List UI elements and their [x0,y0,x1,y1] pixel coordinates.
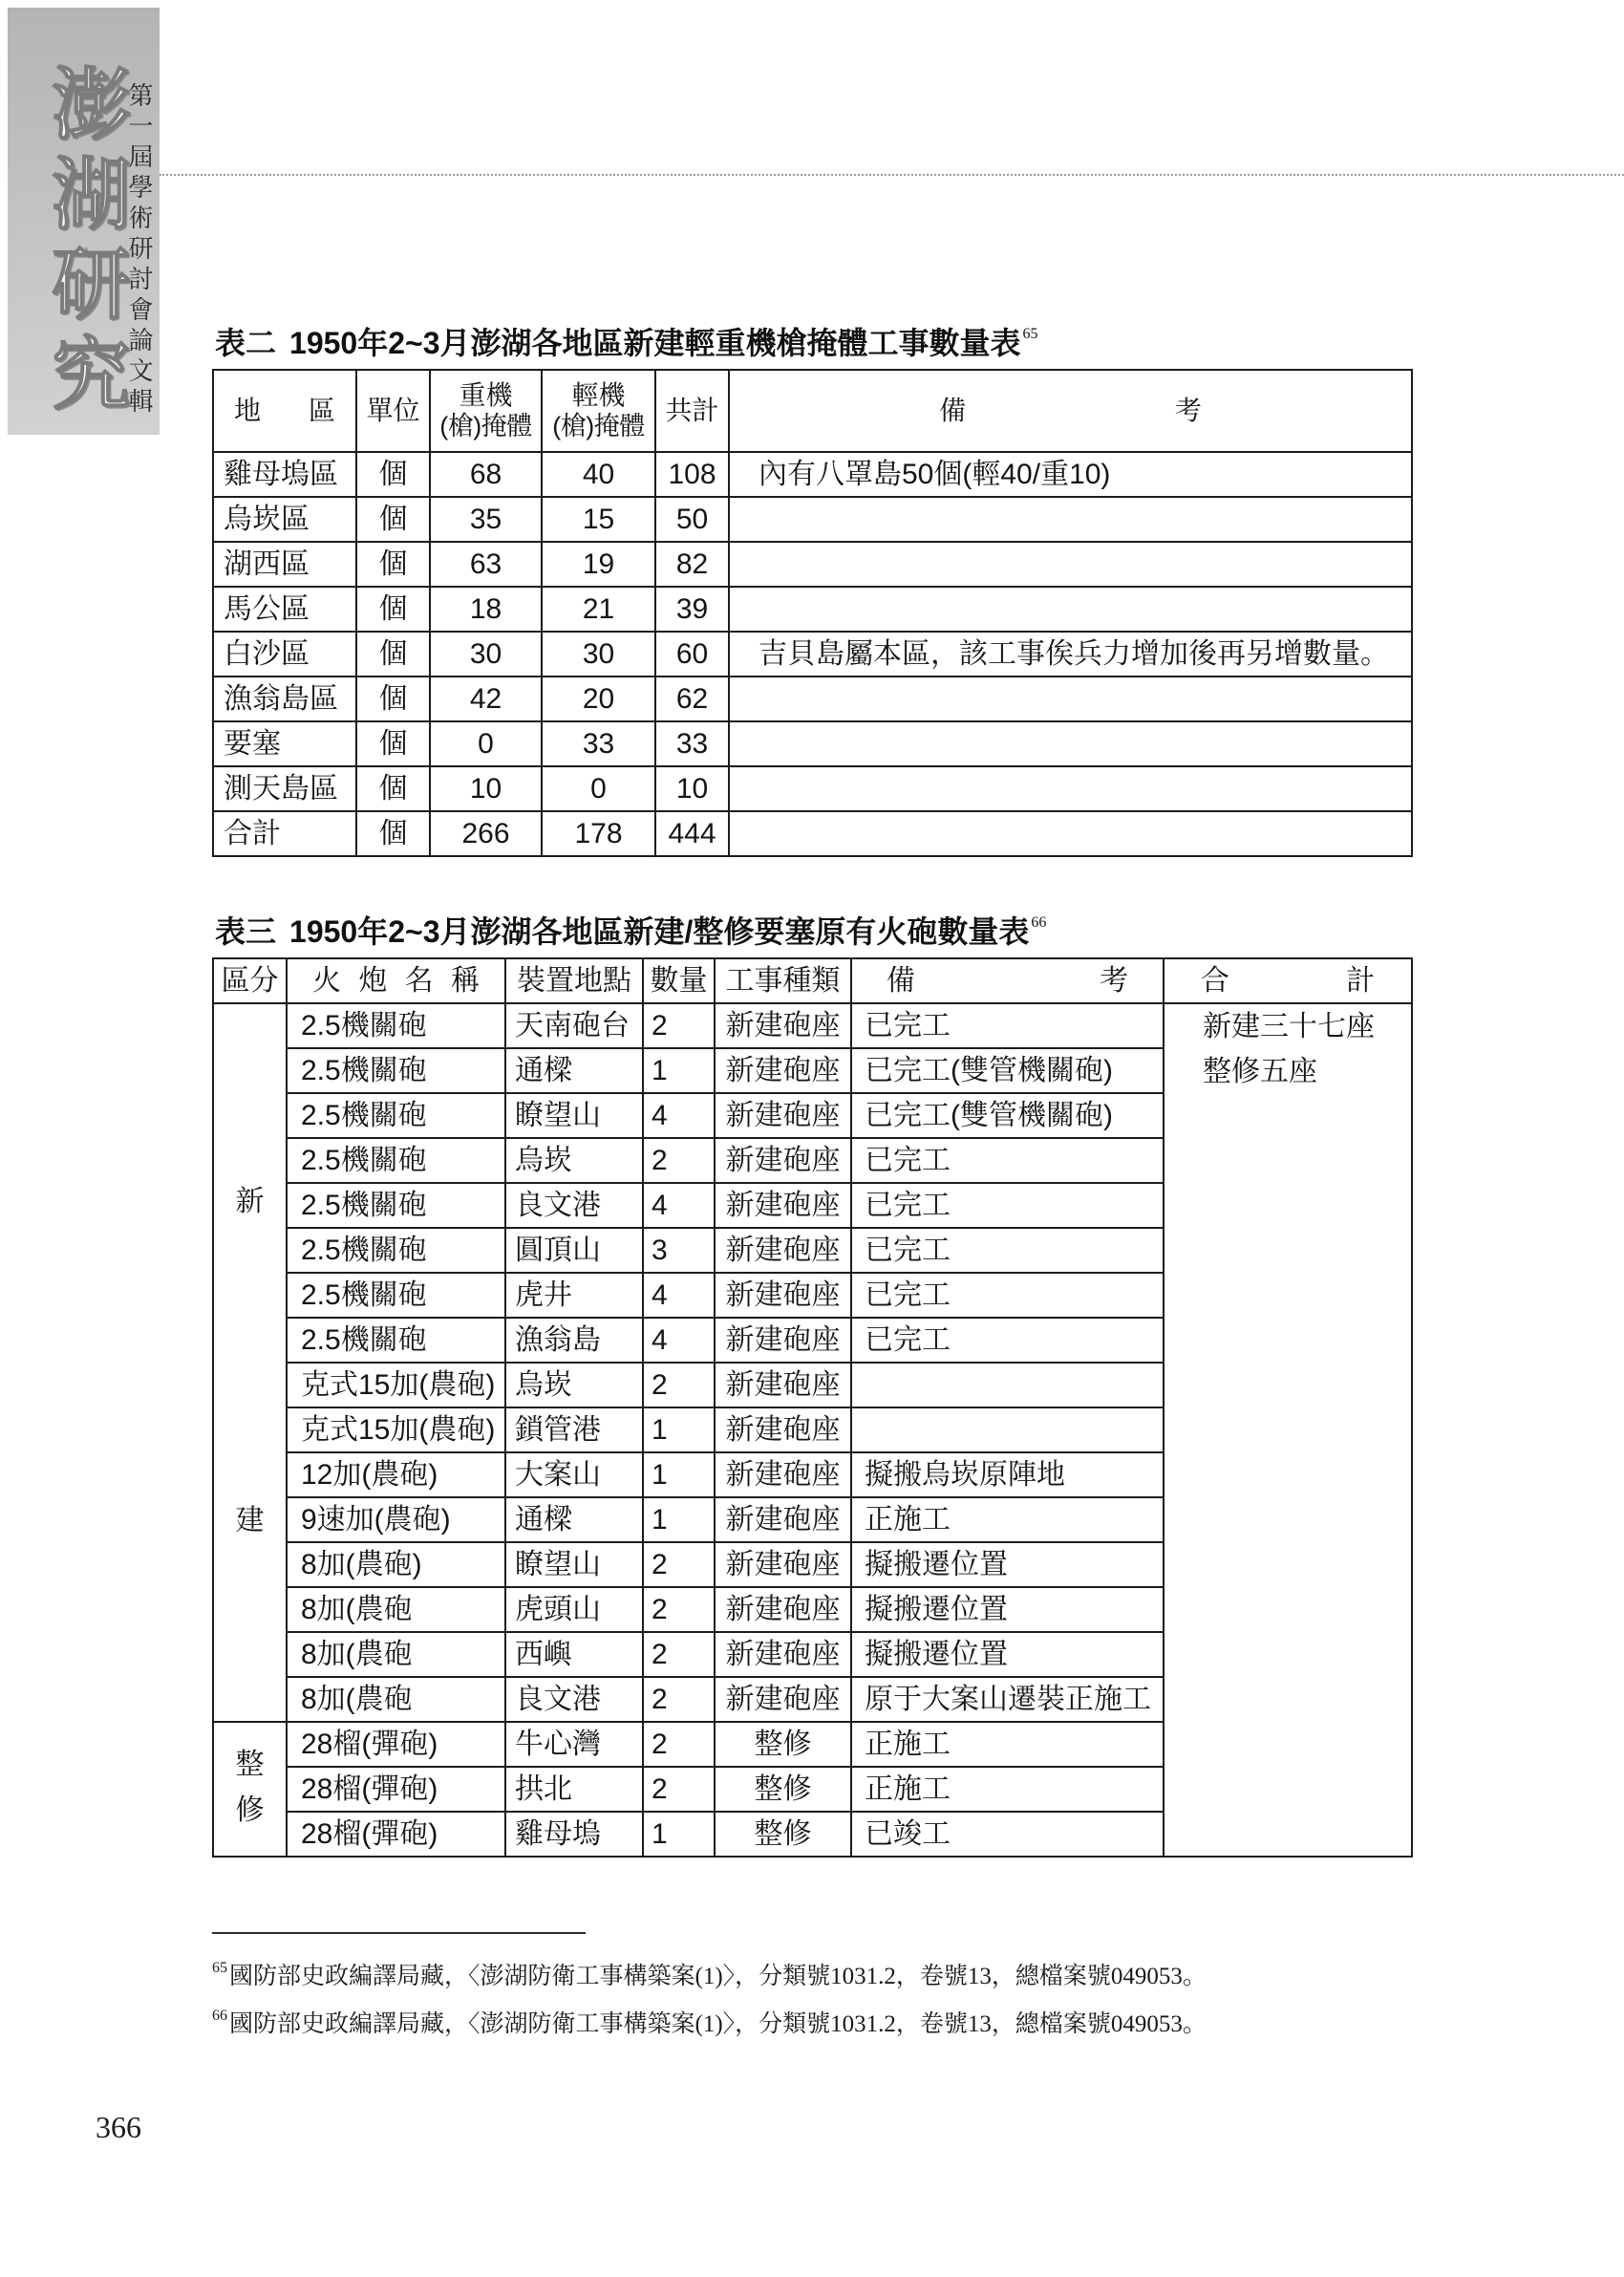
table3-header-row [213,958,1412,1003]
qty-cell: 1 [643,1407,715,1452]
remark-cell [729,766,1412,811]
table3-footnote-ref: 66 [1031,914,1047,931]
footnote [212,2008,1207,2036]
weapon-cell: 9速加(農砲) [287,1497,505,1542]
area-cell: 測天島區 [213,766,356,811]
section-char: 整 [235,1749,265,1780]
remark-cell: 已完工 [851,1318,1164,1363]
table3-caption-label: 表三 [215,914,277,949]
location-cell: 大案山 [505,1452,643,1497]
header-weapon: 火 炮 名 稱 [287,958,505,1003]
table-row [213,632,1412,677]
remark-cell: 正施工 [851,1767,1164,1812]
location-cell: 通樑 [505,1497,643,1542]
header-dotted-rule [160,174,1624,176]
remark-cell: 已完工(雙管機關砲) [851,1093,1164,1138]
remark-cell: 擬搬遷位置 [851,1632,1164,1677]
table2-header-row [213,370,1412,452]
qty-cell: 2 [643,1587,715,1632]
total-cell: 33 [655,721,729,766]
series-banner [8,8,160,435]
work-type-cell: 新建砲座 [715,1183,851,1228]
summary-cell [1164,1003,1412,1857]
location-cell: 拱北 [505,1767,643,1812]
qty-cell: 3 [643,1228,715,1273]
header-area: 地 區 [213,370,356,452]
header-remark: 備 考 [729,370,1412,452]
remark-cell: 已完工 [851,1273,1164,1318]
header-light-mg-line1: 輕機 [571,380,626,411]
page-number: 366 [96,2110,141,2144]
table-total-row [213,811,1412,856]
work-type-cell: 新建砲座 [715,1048,851,1093]
total-cell: 39 [655,587,729,632]
qty-cell: 2 [643,1138,715,1183]
remark-cell: 已完工 [851,1183,1164,1228]
remark-cell: 原于大案山遷裝正施工 [851,1677,1164,1722]
weapon-cell: 克式15加(農砲) [287,1363,505,1407]
qty-cell: 1 [643,1048,715,1093]
table2-caption [215,327,1038,358]
work-type-cell: 新建砲座 [715,1228,851,1273]
weapon-cell: 2.5機關砲 [287,1138,505,1183]
qty-cell: 1 [643,1812,715,1857]
table-row [213,497,1412,542]
unit-cell: 個 [356,587,430,632]
remark-cell [729,721,1412,766]
table-row [213,721,1412,766]
remark-cell [729,587,1412,632]
header-heavy-mg-line2: (槍)掩體 [439,411,532,440]
table2 [212,369,1413,857]
remark-cell: 已竣工 [851,1812,1164,1857]
footnote-text: 國防部史政編譯局藏，〈澎湖防衛工事構築案(1)〉，分類號1031.2，卷號13，總檔案號049053。 [229,1964,1207,1989]
weapon-cell: 8加(農砲 [287,1632,505,1677]
weapon-cell: 2.5機關砲 [287,1228,505,1273]
qty-cell: 2 [643,1767,715,1812]
location-cell: 牛心灣 [505,1722,643,1767]
qty-cell: 2 [643,1722,715,1767]
heavy-mg-cell: 266 [430,811,542,856]
remark-cell: 正施工 [851,1722,1164,1767]
remark-cell [851,1363,1164,1407]
light-mg-cell: 20 [542,677,655,721]
remark-cell: 已完工 [851,1228,1164,1273]
total-cell: 62 [655,677,729,721]
unit-cell: 個 [356,542,430,587]
header-qty: 數量 [643,958,715,1003]
header-unit: 單位 [356,370,430,452]
light-mg-cell: 0 [542,766,655,811]
qty-cell: 4 [643,1183,715,1228]
location-cell: 通樑 [505,1048,643,1093]
work-type-cell: 新建砲座 [715,1003,851,1048]
work-type-cell: 新建砲座 [715,1497,851,1542]
weapon-cell: 2.5機關砲 [287,1003,505,1048]
unit-cell: 個 [356,721,430,766]
work-type-cell: 新建砲座 [715,1093,851,1138]
weapon-cell: 12加(農砲) [287,1452,505,1497]
table-row [213,452,1412,497]
qty-cell: 2 [643,1677,715,1722]
light-mg-cell: 178 [542,811,655,856]
location-cell: 虎頭山 [505,1587,643,1632]
work-type-cell: 新建砲座 [715,1452,851,1497]
location-cell: 漁翁島 [505,1318,643,1363]
heavy-mg-cell: 35 [430,497,542,542]
light-mg-cell: 15 [542,497,655,542]
remark-cell: 正施工 [851,1497,1164,1542]
series-subtitle: 第一屆學術研討會論文輯 [124,82,153,419]
work-type-cell: 新建砲座 [715,1363,851,1407]
heavy-mg-cell: 10 [430,766,542,811]
qty-cell: 4 [643,1093,715,1138]
header-location: 裝置地點 [505,958,643,1003]
header-total: 合 計 [1164,958,1412,1003]
light-mg-cell: 33 [542,721,655,766]
section-char: 修 [235,1794,265,1826]
qty-cell: 1 [643,1497,715,1542]
weapon-cell: 8加(農砲 [287,1677,505,1722]
area-cell: 湖西區 [213,542,356,587]
table-row [213,677,1412,721]
header-heavy-mg-line1: 重機 [459,380,513,411]
unit-cell: 個 [356,677,430,721]
table-row [213,1003,1412,1048]
qty-cell: 4 [643,1318,715,1363]
location-cell: 良文港 [505,1677,643,1722]
work-type-cell: 新建砲座 [715,1632,851,1677]
work-type-cell: 整修 [715,1767,851,1812]
location-cell: 烏崁 [505,1138,643,1183]
footnote [212,1961,1207,1988]
table2-footnote-ref: 65 [1022,326,1038,342]
light-mg-cell: 19 [542,542,655,587]
footnote-separator [212,1932,586,1934]
total-cell: 60 [655,632,729,677]
table2-caption-label: 表二 [215,326,277,360]
section-cell-renovate [213,1722,287,1857]
total-cell: 108 [655,452,729,497]
weapon-cell: 28榴(彈砲) [287,1767,505,1812]
remark-cell [851,1407,1164,1452]
footnote-number: 66 [212,2008,227,2024]
weapon-cell: 28榴(彈砲) [287,1812,505,1857]
qty-cell: 2 [643,1542,715,1587]
location-cell: 天南砲台 [505,1003,643,1048]
remark-cell: 已完工 [851,1003,1164,1048]
light-mg-cell: 21 [542,587,655,632]
summary-new: 新建三十七座 [1203,1011,1375,1042]
unit-cell: 個 [356,632,430,677]
location-cell: 雞母塢 [505,1812,643,1857]
work-type-cell: 新建砲座 [715,1677,851,1722]
footnote-text: 國防部史政編譯局藏，〈澎湖防衛工事構築案(1)〉，分類號1031.2，卷號13，總檔案號049053。 [229,2011,1207,2037]
qty-cell: 2 [643,1363,715,1407]
total-cell: 444 [655,811,729,856]
section-label-renovate [214,1723,286,1853]
header-section: 區分 [213,958,287,1003]
remark-cell: 擬搬遷位置 [851,1542,1164,1587]
table2-caption-text: 1950年2~3月澎湖各地區新建輕重機槍掩體工事數量表 [289,326,1021,360]
header-remark: 備 考 [851,958,1164,1003]
area-cell: 合計 [213,811,356,856]
header-heavy-mg [430,370,542,452]
weapon-cell: 2.5機關砲 [287,1093,505,1138]
heavy-mg-cell: 30 [430,632,542,677]
table3-caption-text: 1950年2~3月澎湖各地區新建/整修要塞原有火砲數量表 [289,914,1030,949]
weapon-cell: 克式15加(農砲) [287,1407,505,1452]
weapon-cell: 2.5機關砲 [287,1273,505,1318]
series-title: 澎湖研究 [39,63,131,422]
heavy-mg-cell: 18 [430,587,542,632]
remark-cell: 擬搬烏崁原陣地 [851,1452,1164,1497]
header-light-mg [542,370,655,452]
work-type-cell: 新建砲座 [715,1273,851,1318]
location-cell: 鎖管港 [505,1407,643,1452]
section-char: 新 [235,1186,265,1217]
heavy-mg-cell: 0 [430,721,542,766]
area-cell: 漁翁島區 [213,677,356,721]
location-cell: 圓頂山 [505,1228,643,1273]
section-cell-new [213,1003,287,1722]
heavy-mg-cell: 68 [430,452,542,497]
location-cell: 虎井 [505,1273,643,1318]
area-cell: 烏崁區 [213,497,356,542]
table3 [212,957,1413,1858]
section-char: 建 [235,1505,265,1536]
total-cell: 82 [655,542,729,587]
work-type-cell: 新建砲座 [715,1542,851,1587]
header-light-mg-line2: (槍)掩體 [552,411,645,440]
work-type-cell: 新建砲座 [715,1407,851,1452]
heavy-mg-cell: 63 [430,542,542,587]
weapon-cell: 2.5機關砲 [287,1318,505,1363]
work-type-cell: 整修 [715,1722,851,1767]
table-row [213,587,1412,632]
header-work-type: 工事種類 [715,958,851,1003]
location-cell: 烏崁 [505,1363,643,1407]
area-cell: 要塞 [213,721,356,766]
weapon-cell: 2.5機關砲 [287,1183,505,1228]
remark-cell: 內有八罩島50個(輕40/重10) [729,452,1412,497]
unit-cell: 個 [356,811,430,856]
qty-cell: 4 [643,1273,715,1318]
weapon-cell: 2.5機關砲 [287,1048,505,1093]
weapon-cell: 8加(農砲) [287,1542,505,1587]
work-type-cell: 新建砲座 [715,1318,851,1363]
work-type-cell: 新建砲座 [715,1138,851,1183]
location-cell: 瞭望山 [505,1542,643,1587]
remark-cell: 吉貝島屬本區，該工事俟兵力增加後再另增數量。 [729,632,1412,677]
unit-cell: 個 [356,766,430,811]
header-total: 共計 [655,370,729,452]
area-cell: 馬公區 [213,587,356,632]
table-row [213,542,1412,587]
remark-cell [729,677,1412,721]
total-cell: 10 [655,766,729,811]
unit-cell: 個 [356,452,430,497]
location-cell: 瞭望山 [505,1093,643,1138]
remark-cell: 已完工 [851,1138,1164,1183]
table-row [213,766,1412,811]
heavy-mg-cell: 42 [430,677,542,721]
location-cell: 良文港 [505,1183,643,1228]
qty-cell: 2 [643,1632,715,1677]
remark-cell [729,497,1412,542]
light-mg-cell: 30 [542,632,655,677]
total-cell: 50 [655,497,729,542]
summary-renovate: 整修五座 [1203,1056,1317,1087]
weapon-cell: 8加(農砲 [287,1587,505,1632]
work-type-cell: 整修 [715,1812,851,1857]
area-cell: 白沙區 [213,632,356,677]
remark-cell: 已完工(雙管機關砲) [851,1048,1164,1093]
location-cell: 西嶼 [505,1632,643,1677]
work-type-cell: 新建砲座 [715,1587,851,1632]
remark-cell [729,542,1412,587]
weapon-cell: 28榴(彈砲) [287,1722,505,1767]
qty-cell: 1 [643,1452,715,1497]
table3-caption [215,915,1046,947]
footnote-number: 65 [212,1960,227,1976]
remark-cell: 擬搬遷位置 [851,1587,1164,1632]
light-mg-cell: 40 [542,452,655,497]
remark-cell [729,811,1412,856]
unit-cell: 個 [356,497,430,542]
area-cell: 雞母塢區 [213,452,356,497]
qty-cell: 2 [643,1003,715,1048]
section-label-new [214,1004,286,1719]
